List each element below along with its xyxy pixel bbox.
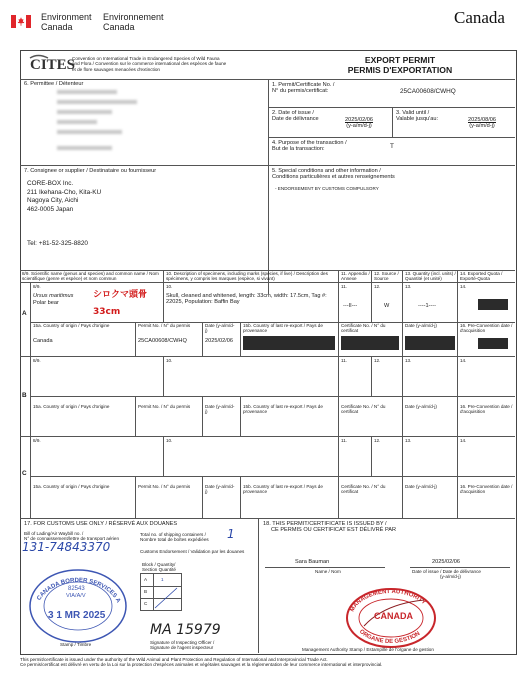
col-appendix-header: 11. Appendix / Annexe: [341, 271, 370, 282]
stamp-date: 3 1 MR 2025: [48, 610, 106, 621]
row-a-num-11: 11.: [341, 284, 348, 289]
row-a-date-value: 2025/02/06: [205, 338, 233, 344]
total-containers-label: Total no. of shipping containers / Nombre total de boîtes expédiées: [140, 532, 209, 543]
valid-until-label: 3. Valid until / Valable jusqu'au:: [396, 110, 439, 123]
row-a-preconvention-label: 16. Pre-Convention date / d'acquisition: [460, 323, 513, 334]
row-a-date-label: Date (y-a/m/d-j): [205, 323, 235, 334]
permit-number-label: 1. Permit/Certificate No. / N° du permis/certificat:: [272, 82, 335, 95]
row-b-permit-label: Permit No. / N° du permis: [138, 404, 191, 409]
total-containers-value: 1: [227, 527, 235, 541]
issued-by-label: 18. THIS PERMIT/CERTIFICATE IS ISSUED BY / CE PERMIS OU CERTIFICAT EST DÉLIVRÉ PAR: [263, 521, 397, 534]
row-b-date-label: Date (y-a/m/d-j): [205, 404, 235, 415]
row-b-date2-label: Date (y-a/m/d-j): [405, 404, 437, 409]
col-scientific-name-header: 8/9. Scientific name (genus and species) and common name / Nom scientifique (genre et espèce) et nom commun: [22, 271, 159, 282]
block-a: A: [144, 577, 148, 582]
issuer-name-label: Name / Nom: [315, 569, 341, 574]
cbsa-stamp: [23, 562, 130, 646]
block-quantity-grid: [140, 573, 182, 611]
row-c-date2-label: Date (y-a/m/d-j): [405, 484, 437, 489]
row-c-cert-label: Certificate No. / N° du certificat: [341, 484, 386, 495]
purpose-value: T: [390, 143, 394, 150]
row-letter-a: A: [22, 310, 27, 317]
row-c-reexport-label: 15b. Country of last re-export / Pays de provenance: [243, 484, 323, 495]
row-a-num-89: 8/9.: [33, 284, 41, 289]
row-c-date-label: Date (y-a/m/d-j): [205, 484, 235, 495]
bill-of-lading-label: Bill of Lading/Air Waybill no. / N° de connaissement/lettre de transport aérien: [24, 531, 120, 542]
issue-date-value: 2025/02/06: [432, 559, 460, 565]
appendix-value: ---II---: [343, 303, 358, 309]
legal-footer: This permit/certificate is issued under the authority of the Wild Animal and Plant Protection and Regulation of International and Interprovincial Trade Act. Ce permis/certificat est délivré en vertu de la Loi sur la protection d'espèces animales et végétales sauvages et la réglementation de leur commerce international et interprovincial.: [20, 657, 383, 668]
svg-text:ORGANE DE GESTION: ORGANE DE GESTION: [357, 628, 422, 646]
row-a-cert-redacted: [341, 336, 399, 350]
row-c-preconvention-label: 16. Pre-Convention date / d'acquisition: [460, 484, 513, 495]
source-value: W: [384, 303, 390, 309]
special-conditions-note: - ENDORSEMENT BY CUSTOMS COMPULSORY: [275, 186, 379, 191]
block-b: B: [144, 589, 148, 594]
col-description-header: 10. Description of specimens, including marks (species, if live) / Description des spécimens, y compris les marques (espèce, si vivant): [166, 271, 328, 282]
row-a-date2-label: Date (y-a/m/d-j): [405, 323, 437, 328]
department-name-fr: Environnement Canada: [103, 12, 164, 32]
customs-endorsement-label: Customs Endorsement / Validation par les douanes: [140, 549, 245, 554]
row-c-num-11: 11.: [341, 438, 348, 443]
stamp-via: VIA/A/V: [66, 593, 86, 599]
issuer-name: Sara Bauman: [295, 559, 330, 565]
row-b-origin-label: 15a. Country of origin / Pays d'origine: [33, 404, 110, 409]
bill-of-lading-value: 131-74843370: [22, 540, 111, 554]
row-c-permit-label: Permit No. / N° du permis: [138, 484, 191, 489]
officer-signature-label: Signature of Inspecting Officer / Signature de l'agent inspecteur: [150, 640, 215, 651]
svg-text:MANAGEMENT AUTHORITY: MANAGEMENT AUTHORITY: [349, 588, 427, 613]
row-a-origin-label: 15a. Country of origin / Pays d'origine: [33, 323, 110, 328]
row-b-num-12: 12.: [374, 358, 381, 363]
row-b-cert-label: Certificate No. / N° du certificat: [341, 404, 386, 415]
block-quantity-label: Block / Quantity/ Section Quantité: [142, 562, 176, 573]
date-of-issue-label: 2. Date of issue / Date de délivrance: [272, 110, 319, 123]
col-quantity-header: 13. Quantity (incl. units) / Quantité (et unité): [405, 271, 456, 282]
row-a-num-13: 13.: [405, 284, 412, 289]
row-a-num-14: 14.: [460, 284, 467, 289]
svg-text:CANADA BORDER SERVICES AGENCY: CANADA BORDER SERVICES AGENCY: [23, 562, 122, 605]
management-authority-stamp-label: Management Authority Stamp / Estampille de l'organe de gestion: [302, 647, 434, 652]
permit-number-value: 25CA00608/CWHQ: [400, 88, 456, 95]
block-a-qty: 1: [161, 577, 164, 582]
row-b-num-13: 13.: [405, 358, 412, 363]
date-of-issue-value: 2025/02/06 (y-a/m/d-j): [345, 117, 373, 130]
row-c-origin-label: 15a. Country of origin / Pays d'origine: [33, 484, 110, 489]
specimen-description: Skull, cleaned and whitened, length: 33cm, width: 17.5cm, Tag #: 22025, Population: Baffin Bay: [166, 293, 327, 306]
management-authority-seal: [344, 586, 438, 650]
department-name-en: Environment Canada: [41, 12, 92, 32]
special-conditions-label: 5. Special conditions and other information / Conditions particulières et autres renseignements: [272, 168, 395, 181]
row-b-num-14: 14.: [460, 358, 467, 363]
row-a-num-10: 10.: [166, 284, 173, 289]
quota-redacted: [478, 299, 508, 310]
row-a-reexport-label: 15b. Country of last re-export / Pays de provenance: [243, 323, 323, 334]
canada-wordmark: Canada: [454, 8, 505, 27]
stamp-number: 82543: [68, 586, 85, 592]
row-a-cert-label: Certificate No. / N° du certificat: [341, 323, 386, 334]
permittee-label: 6. Permittee / Détenteur: [24, 81, 84, 87]
officer-signature: MA 15979: [150, 622, 221, 638]
block-c: C: [144, 601, 148, 606]
valid-until-value: 2025/08/06 (y-a/m/d-j): [468, 117, 496, 130]
row-letter-c: C: [22, 470, 27, 477]
row-b-num-10: 10.: [166, 358, 173, 363]
consignee-address: CORE-BOX Inc. 211 Ikehana-Cho, Kita-KU Nagoya City, Aichi 462-0005 Japan: [27, 180, 102, 213]
permittee-redacted-block: [55, 88, 175, 158]
row-b-num-89: 8/9.: [33, 358, 41, 363]
seal-country: CANADA: [374, 611, 413, 621]
row-c-num-14: 14.: [460, 438, 467, 443]
row-c-num-13: 13.: [405, 438, 412, 443]
species-scientific-name: Ursus maritimus: [33, 293, 74, 299]
row-a-origin-value: Canada: [33, 338, 53, 344]
row-c-num-10: 10.: [166, 438, 173, 443]
handwritten-japanese-note: シロクマ頭骨: [93, 290, 148, 300]
col-quota-header: 14. Exported Quota / Exporté-Quota: [460, 271, 503, 282]
purpose-label: 4. Purpose of the transaction / But de la transaction:: [272, 140, 347, 153]
document-title: EXPORT PERMIT PERMIS D'EXPORTATION: [347, 55, 453, 75]
consignee-label: 7. Consignee or supplier / Destinataire ou fournisseur: [24, 168, 157, 174]
handwritten-size-note: 33cm: [93, 307, 121, 317]
row-c-num-12: 12.: [374, 438, 381, 443]
row-a-permit-label: Permit No. / N° du permis: [138, 323, 191, 328]
species-common-name: Polar bear: [33, 300, 59, 306]
row-a-permit-value: 25CA00608/CWHQ: [138, 338, 187, 344]
row-b-preconvention-label: 16. Pre-Convention date / d'acquisition: [460, 404, 513, 415]
canada-flag-icon: [11, 15, 31, 28]
consignee-tel: Tel: +81-52-325-8820: [27, 240, 88, 247]
row-a-date2-redacted: [405, 336, 455, 350]
quantity-value: ----1----: [418, 303, 437, 309]
svg-text:CITES: CITES: [30, 57, 76, 73]
row-a-num-12: 12.: [374, 284, 381, 289]
stamp-label: Stamp / Timbre: [60, 642, 92, 647]
row-b-num-11: 11.: [341, 358, 348, 363]
issue-date-label: Date of issue / Date de délivrance (y-a/m/d-j): [412, 569, 481, 580]
row-c-num-89: 8/9.: [33, 438, 41, 443]
col-source-header: 12. Source / Source: [374, 271, 399, 282]
customs-use-label: 17. FOR CUSTOMS USE ONLY / RÉSERVÉ AUX DOUANES: [24, 521, 178, 527]
row-letter-b: B: [22, 392, 27, 399]
cites-logo: [28, 54, 76, 74]
row-a-reexport-redacted: [243, 336, 335, 350]
row-b-reexport-label: 15b. Country of last re-export / Pays de provenance: [243, 404, 323, 415]
row-a-preconvention-redacted: [478, 338, 508, 349]
cites-convention-text: Convention on International Trade in Endangered Species of Wild Fauna and Flora / Convention sur le commerce international des espèces de faune et de flore sauvages menacées d'extinction: [72, 56, 227, 72]
